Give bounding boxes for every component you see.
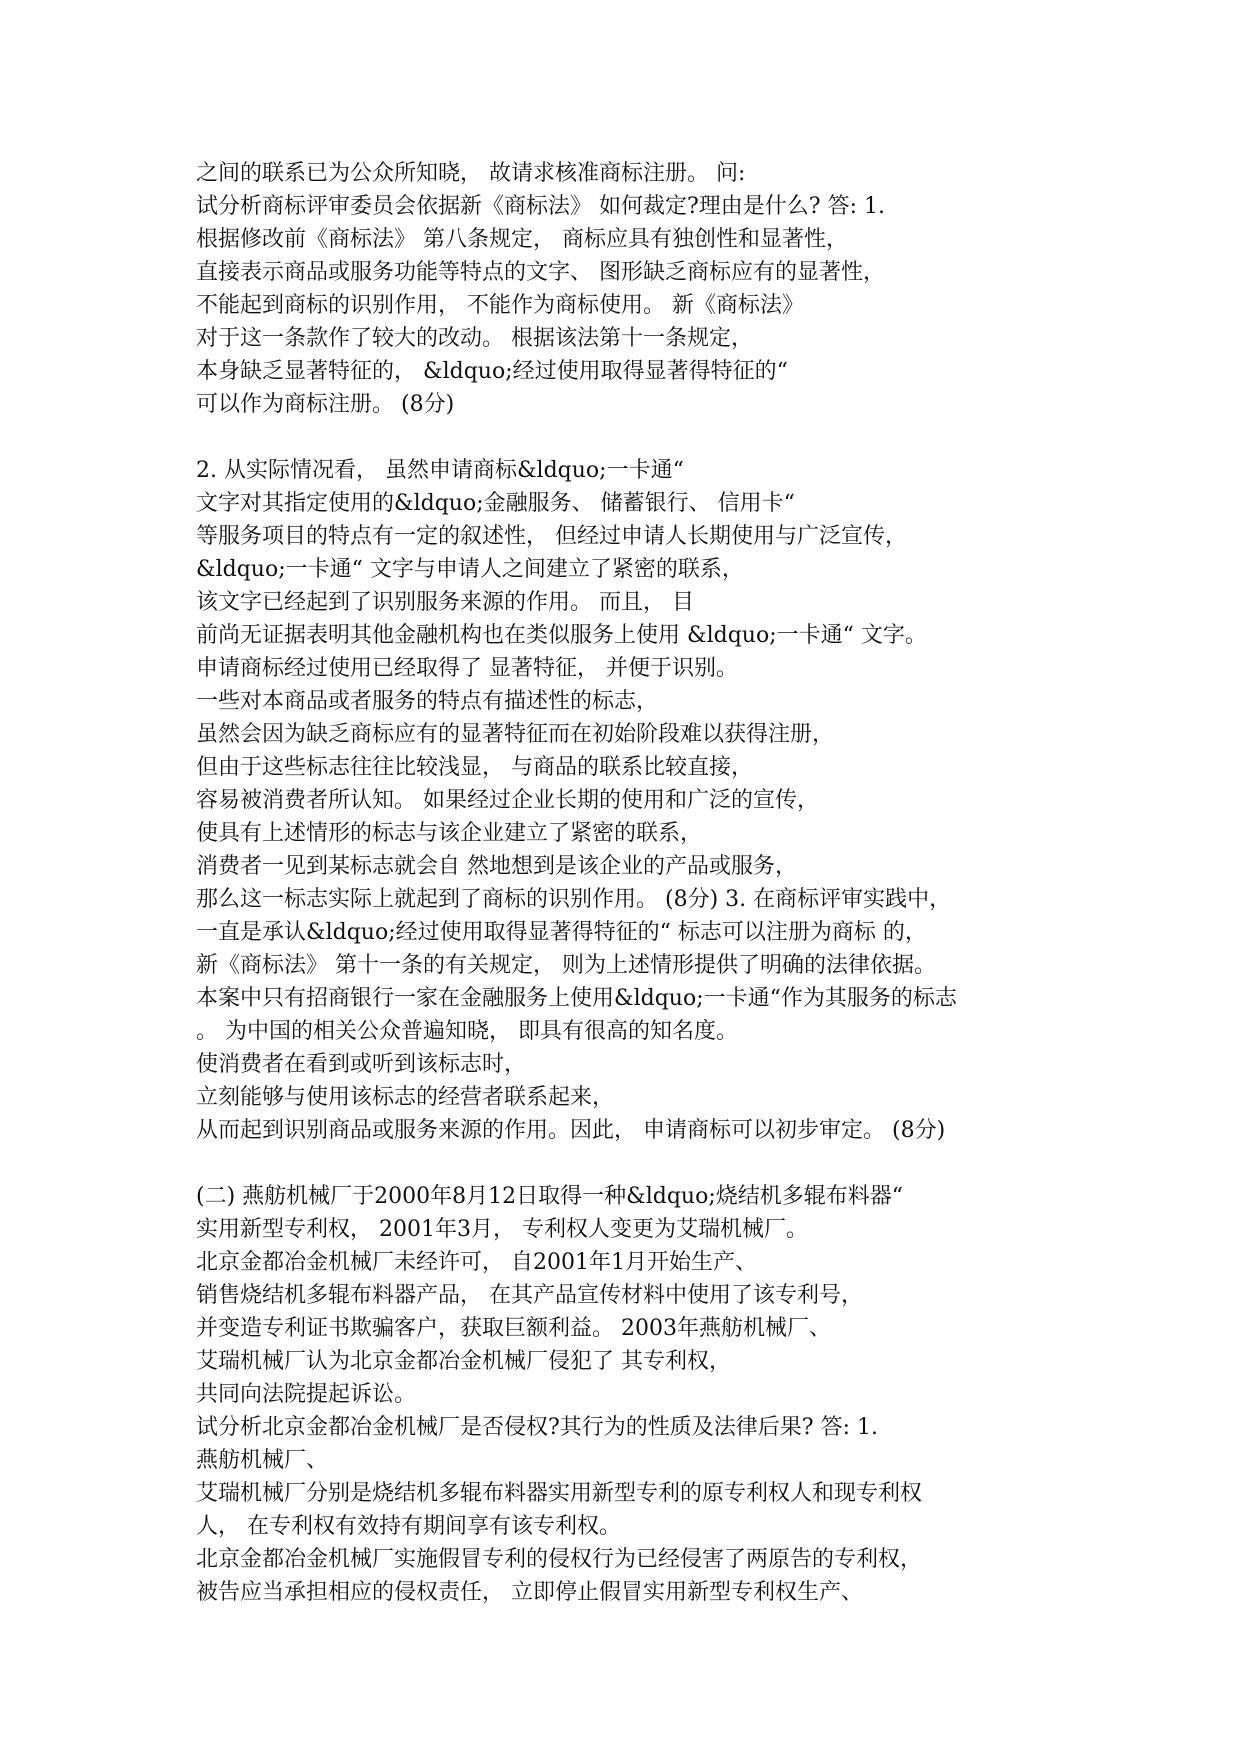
- text-line: 燕舫机械厂、: [196, 1448, 329, 1473]
- text-line: 不能起到商标的识别作用， 不能作为商标使用。 新《商标法》: [196, 293, 804, 318]
- paragraph-gap: [196, 421, 1096, 454]
- text-line: 根据修改前《商标法》 第八条规定， 商标应具有独创性和显著性，: [196, 227, 848, 252]
- text-line: 直接表示商品或服务功能等特点的文字、 图形缺乏商标应有的显著性，: [196, 260, 885, 285]
- text-line: 艾瑞机械厂认为北京金都冶金机械厂侵犯了 其专利权，: [196, 1349, 731, 1374]
- text-line: 试分析商标评审委员会依据新《商标法》 如何裁定?理由是什么? 答: 1.: [196, 194, 885, 219]
- text-line: 艾瑞机械厂分别是烧结机多辊布料器实用新型专利的原专利权人和现专利权: [196, 1481, 923, 1506]
- text-line: 从而起到识别商品或服务来源的作用。因此， 申请商标可以初步审定。 (8分): [196, 1118, 946, 1143]
- text-line: 之间的联系已为公众所知晓， 故请求核准商标注册。 问:: [196, 161, 746, 186]
- text-line: 新《商标法》 第十一条的有关规定， 则为上述情形提供了明确的法律依据。: [196, 953, 936, 978]
- text-line: 北京金都冶金机械厂未经许可， 自2001年1月开始生产、: [196, 1250, 757, 1275]
- text-line: 北京金都冶金机械厂实施假冒专利的侵权行为已经侵害了两原告的专利权，: [196, 1547, 923, 1572]
- text-line: 一些对本商品或者服务的特点有描述性的标志，: [196, 689, 659, 714]
- text-line: 实用新型专利权， 2001年3月， 专利权人变更为艾瑞机械厂。: [196, 1217, 808, 1242]
- text-line: 那么这一标志实际上就起到了商标的识别作用。 (8分) 3. 在商标评审实践中，: [196, 887, 952, 912]
- paragraph-3: [196, 1180, 1096, 1609]
- document-text: [196, 157, 1096, 1609]
- paragraph-gap: [196, 1147, 1096, 1180]
- text-line: 文字对其指定使用的&ldquo;金融服务、 储蓄银行、 信用卡“: [196, 491, 795, 516]
- text-line: 但由于这些标志往往比较浅显， 与商品的联系比较直接，: [196, 755, 753, 780]
- text-line: 一直是承认&ldquo;经过使用取得显著得特征的“ 标志可以注册为商标 的，: [196, 920, 927, 945]
- text-line: 人， 在专利权有效持有期间享有该专利权。: [196, 1514, 621, 1539]
- text-line: 被告应当承担相应的侵权责任， 立即停止假冒实用新型专利权生产、: [196, 1580, 863, 1605]
- text-line: 该文字已经起到了识别服务来源的作用。 而且， 目: [196, 590, 694, 615]
- text-line: 等服务项目的特点有一定的叙述性， 但经过申请人长期使用与广泛宣传，: [196, 524, 907, 549]
- text-line: 试分析北京金都冶金机械厂是否侵权?其行为的性质及法律后果? 答: 1.: [196, 1415, 878, 1440]
- paragraph-2: [196, 454, 1096, 1147]
- text-line: 本身缺乏显著特征的， &ldquo;经过使用取得显著得特征的“: [196, 359, 788, 384]
- text-line: 容易被消费者所认知。 如果经过企业长期的使用和广泛的宣传，: [196, 788, 819, 813]
- paragraph-1: [196, 157, 1096, 421]
- text-line: 本案中只有招商银行一家在金融服务上使用&ldquo;一卡通“作为其服务的标志: [196, 986, 957, 1011]
- text-line: 对于这一条款作了较大的改动。 根据该法第十一条规定，: [196, 326, 753, 351]
- text-line: 共同向法院提起诉讼。: [196, 1382, 417, 1407]
- text-line: 使具有上述情形的标志与该企业建立了紧密的联系，: [196, 821, 703, 846]
- text-line: 消费者一见到某标志就会自 然地想到是该企业的产品或服务，: [196, 854, 797, 879]
- text-line: &ldquo;一卡通“ 文字与申请人之间建立了紧密的联系，: [196, 557, 744, 582]
- text-line: 前尚无证据表明其他金融机构也在类似服务上使用 &ldquo;一卡通“ 文字。: [196, 623, 927, 648]
- text-line: 销售烧结机多辊布料器产品， 在其产品宣传材料中使用了该专利号，: [196, 1283, 863, 1308]
- text-line: 并变造专利证书欺骗客户，获取巨额利益。 2003年燕舫机械厂、: [196, 1316, 831, 1341]
- text-line: 立刻能够与使用该标志的经营者联系起来，: [196, 1085, 615, 1110]
- text-line: 虽然会因为缺乏商标应有的显著特征而在初始阶段难以获得注册，: [196, 722, 835, 747]
- text-line: 可以作为商标注册。 (8分): [196, 392, 455, 417]
- text-line: (二) 燕舫机械厂于2000年8月12日取得一种&ldquo;烧结机多辊布料器“: [196, 1184, 903, 1209]
- text-line: 使消费者在看到或听到该标志时，: [196, 1052, 527, 1077]
- text-line: 申请商标经过使用已经取得了 显著特征， 并便于识别。: [196, 656, 738, 681]
- text-line: 2. 从实际情况看， 虽然申请商标&ldquo;一卡通“: [196, 458, 684, 483]
- text-line: 。 为中国的相关公众普遍知晓， 即具有很高的知名度。: [196, 1019, 738, 1044]
